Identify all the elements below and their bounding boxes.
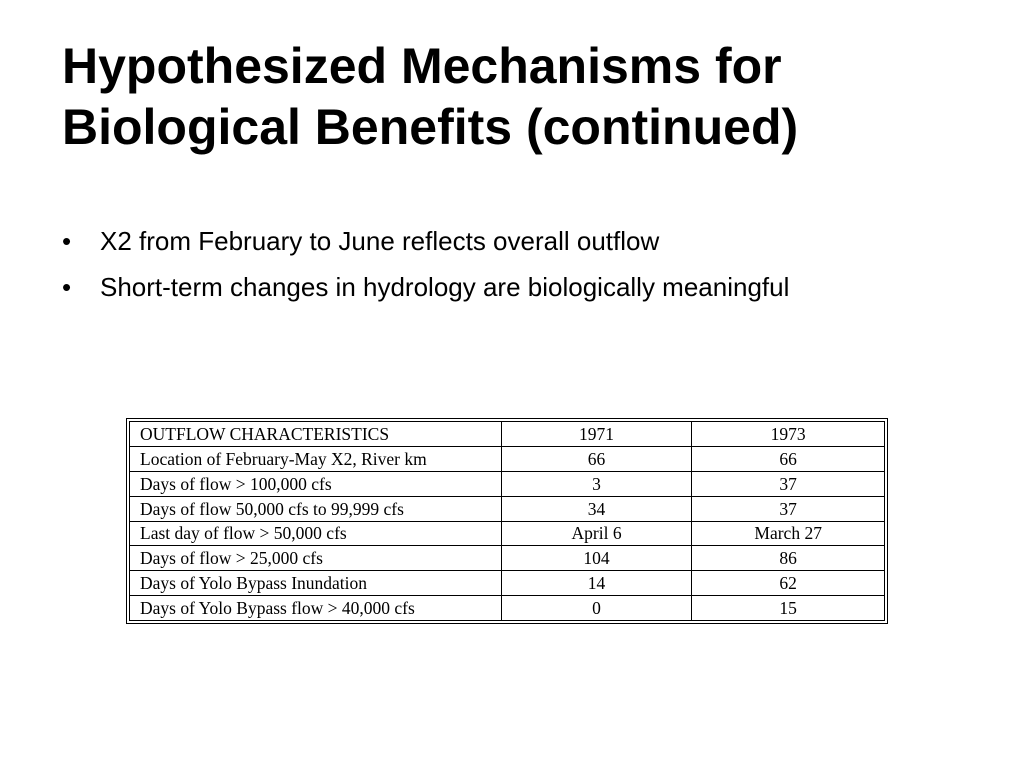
- table-cell: 3: [501, 471, 692, 496]
- table-cell: 86: [692, 546, 885, 571]
- title-line-2: Biological Benefits (continued): [62, 99, 799, 155]
- bullet-item-hydrology: [62, 272, 982, 318]
- table-row: [130, 596, 885, 621]
- row-label: Days of Yolo Bypass flow > 40,000 cfs: [130, 596, 502, 621]
- row-label: Last day of flow > 50,000 cfs: [130, 521, 502, 546]
- bullet-dot-icon: •: [62, 272, 72, 302]
- table-cell: April 6: [501, 521, 692, 546]
- table-cell: 37: [692, 471, 885, 496]
- table-row: [130, 521, 885, 546]
- table-row: [130, 496, 885, 521]
- row-label: Days of flow 50,000 cfs to 99,999 cfs: [130, 496, 502, 521]
- header-cell: 1971: [501, 422, 692, 447]
- table-cell: March 27: [692, 521, 885, 546]
- table-row: [130, 446, 885, 471]
- bullet-text: X2 from February to June reflects overall outflow: [100, 226, 660, 256]
- table-cell: 37: [692, 496, 885, 521]
- row-label: Days of flow > 25,000 cfs: [130, 546, 502, 571]
- table-row: [130, 471, 885, 496]
- row-label: Location of February-May X2, River km: [130, 446, 502, 471]
- outflow-characteristics-table: [129, 421, 885, 621]
- table-cell: 66: [692, 446, 885, 471]
- table-cell: 66: [501, 446, 692, 471]
- table-row: [130, 571, 885, 596]
- outflow-table-frame: [126, 418, 888, 624]
- bullet-item-outflow: [62, 226, 982, 272]
- header-cell: 1973: [692, 422, 885, 447]
- header-cell: OUTFLOW CHARACTERISTICS: [130, 422, 502, 447]
- table-cell: 0: [501, 596, 692, 621]
- bullet-text: Short-term changes in hydrology are biologically meaningful: [100, 272, 790, 302]
- slide-title: [62, 36, 982, 158]
- bullet-dot-icon: •: [62, 226, 72, 256]
- table-cell: 14: [501, 571, 692, 596]
- table-header-row: [130, 422, 885, 447]
- table-cell: 62: [692, 571, 885, 596]
- table-cell: 104: [501, 546, 692, 571]
- row-label: Days of Yolo Bypass Inundation: [130, 571, 502, 596]
- bullet-list: [62, 226, 982, 318]
- row-label: Days of flow > 100,000 cfs: [130, 471, 502, 496]
- title-line-1: Hypothesized Mechanisms for: [62, 38, 782, 94]
- table-row: [130, 546, 885, 571]
- table-cell: 34: [501, 496, 692, 521]
- table-cell: 15: [692, 596, 885, 621]
